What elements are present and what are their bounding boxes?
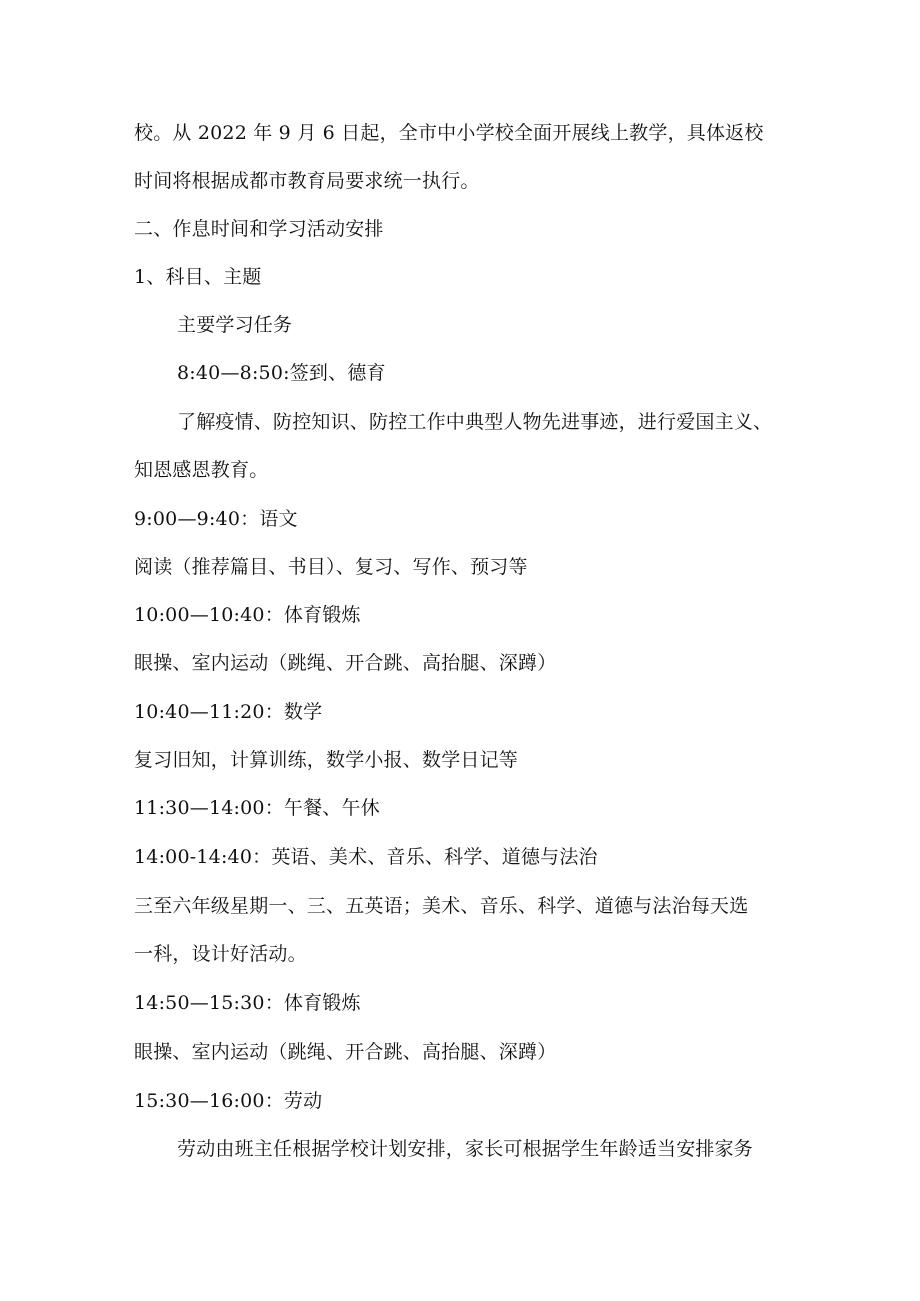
paragraph-line: 知恩感恩教育。 [134,459,269,481]
schedule-time-line: 8:40—8:50:签到、德育 [177,362,386,384]
schedule-time-line: 10:40—11:20：数学 [134,701,323,723]
paragraph-line: 三至六年级星期一、三、五英语；美术、音乐、科学、道德与法治每天选 [134,895,749,917]
section-heading: 二、作息时间和学习活动安排 [134,218,384,240]
paragraph-line: 阅读（推荐篇目、书目）、复习、写作、预习等 [134,556,528,578]
schedule-time-line: 9:00—9:40：语文 [134,508,298,530]
schedule-time-line: 10:00—10:40：体育锻炼 [134,604,361,626]
paragraph-line: 复习旧知，计算训练，数学小报、数学日记等 [134,749,519,771]
paragraph-line: 校。从 2022 年 9 月 6 日起，全市中小学校全面开展线上教学，具体返校 [134,122,764,144]
schedule-time-line: 14:00-14:40：英语、美术、音乐、科学、道德与法治 [134,846,598,868]
paragraph-line: 眼操、室内运动（跳绳、开合跳、高抬腿、深蹲） [134,1041,557,1063]
paragraph-line: 了解疫情、防控知识、防控工作中典型人物先进事迹，进行爱国主义、 [177,411,773,433]
schedule-time-line: 11:30—14:00：午餐、午休 [134,797,380,819]
subsection-heading: 1、科目、主题 [134,266,262,288]
schedule-time-line: 14:50—15:30：体育锻炼 [134,992,361,1014]
schedule-time-line: 15:30—16:00：劳动 [134,1090,323,1112]
paragraph-line: 眼操、室内运动（跳绳、开合跳、高抬腿、深蹲） [134,652,557,674]
paragraph-line: 时间将根据成都市教育局要求统一执行。 [134,170,480,192]
paragraph-line: 主要学习任务 [177,314,293,336]
paragraph-line: 一科，设计好活动。 [134,943,307,965]
paragraph-line: 劳动由班主任根据学校计划安排，家长可根据学生年龄适当安排家务 [177,1138,754,1160]
